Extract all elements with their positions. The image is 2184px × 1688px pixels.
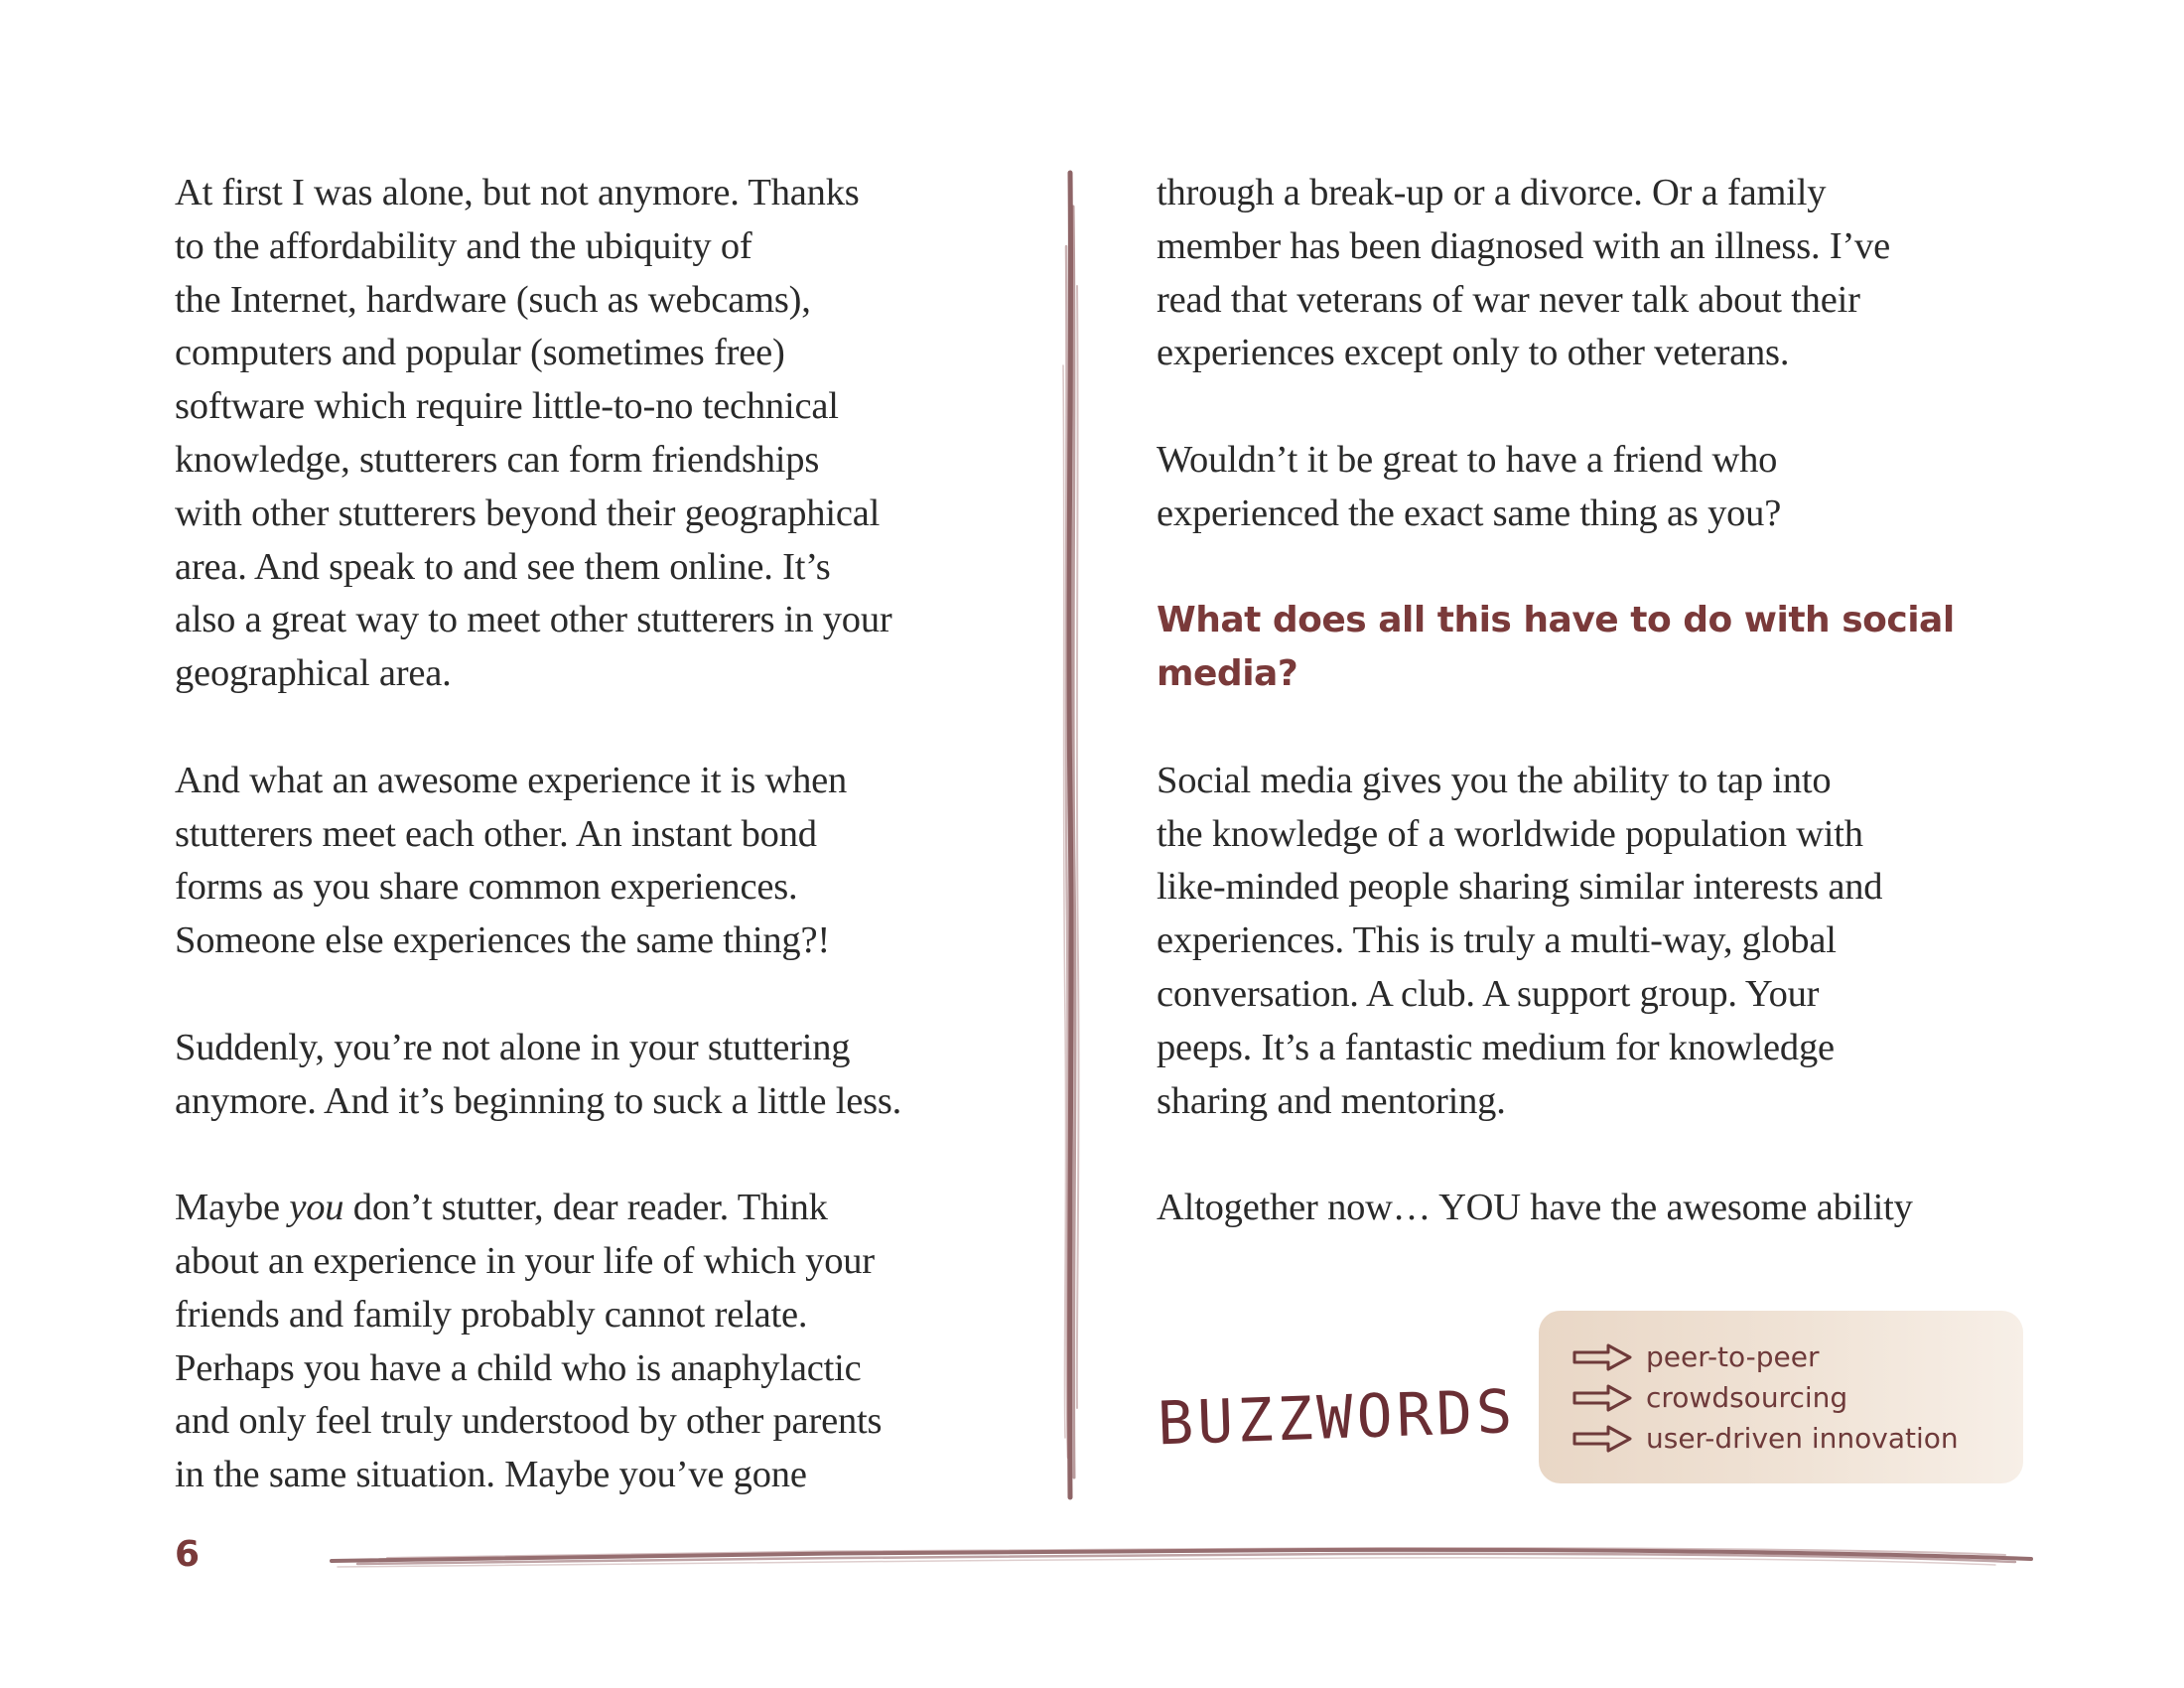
text-line: friends and family probably cannot relate. — [175, 1293, 808, 1336]
text-line: about an experience in your life of which your — [175, 1239, 875, 1282]
text-line: stutterers meet each other. An instant bond — [175, 812, 817, 855]
emphasis-text: you — [289, 1187, 344, 1229]
text-line: read that veterans of war never talk about their — [1157, 278, 1860, 321]
paragraph — [1157, 434, 2030, 541]
text-line: in the same situation. Maybe you’ve gone — [175, 1454, 807, 1496]
heading-line: media? — [1157, 653, 1298, 695]
text-line: computers and popular (sometimes free) — [175, 332, 785, 374]
text-line: peeps. It’s a fantastic medium for knowledge — [1157, 1026, 1835, 1068]
buzzwords-list — [1539, 1311, 2023, 1459]
text-line: with other stutterers beyond their geographical — [175, 492, 881, 534]
buzzword-label: peer-to-peer — [1646, 1340, 1820, 1373]
list-item — [1572, 1418, 2023, 1459]
paragraph — [1157, 755, 2030, 1129]
pencil-divider-horizontal — [328, 1537, 2035, 1577]
heading-line: What does all this have to do with social — [1157, 600, 1955, 641]
paragraph — [175, 1182, 1028, 1502]
text-line: At first I was alone, but not anymore. Thanks — [175, 172, 860, 213]
buzzword-label: crowdsourcing — [1646, 1381, 1848, 1414]
text-line: through a break-up or a divorce. Or a family — [1157, 172, 1827, 213]
section-heading — [1157, 594, 2030, 701]
text-line: the knowledge of a worldwide population with — [1157, 812, 1863, 855]
text-line: like-minded people sharing similar interests and — [1157, 866, 1883, 909]
paragraph — [175, 167, 1028, 701]
text-line — [175, 1182, 1028, 1235]
text-line: experiences. This is truly a multi-way, global — [1157, 919, 1837, 962]
text-line: Perhaps you have a child who is anaphylactic — [175, 1346, 862, 1389]
text-line: Altogether now… YOU have the awesome ability — [1157, 1187, 1913, 1229]
arrow-right-icon — [1572, 1383, 1634, 1413]
text-line: sharing and mentoring. — [1157, 1079, 1506, 1122]
arrow-right-icon — [1572, 1424, 1634, 1454]
paragraph — [175, 755, 1028, 968]
paragraph — [175, 1022, 1028, 1129]
buzzwords-title-text: BUZZWORDS — [1156, 1376, 1518, 1460]
buzzword-label: user-driven innovation — [1646, 1422, 1959, 1455]
left-column — [175, 167, 1028, 1502]
text-line: knowledge, stutterers can form friendships — [175, 438, 820, 481]
text-fragment: don’t stutter, dear reader. Think — [343, 1187, 828, 1229]
text-line: the Internet, hardware (such as webcams), — [175, 278, 811, 321]
text-line: experiences except only to other veterans. — [1157, 332, 1790, 374]
buzzwords-title — [1152, 1358, 1539, 1468]
text-fragment: Maybe — [175, 1187, 290, 1229]
text-line: and only feel truly understood by other parents — [175, 1400, 883, 1443]
list-item — [1572, 1336, 2023, 1377]
text-line: member has been diagnosed with an illness. I’ve — [1157, 224, 1891, 267]
text-line: geographical area. — [175, 652, 452, 695]
pencil-divider-vertical — [1050, 167, 1090, 1507]
text-line: also a great way to meet other stutterers in your — [175, 599, 892, 641]
right-column — [1157, 167, 2030, 1235]
text-line: experienced the exact same thing as you? — [1157, 492, 1782, 534]
arrow-right-icon — [1572, 1342, 1634, 1372]
list-item — [1572, 1377, 2023, 1418]
text-line: software which require little-to-no technical — [175, 385, 839, 428]
text-line: Suddenly, you’re not alone in your stuttering — [175, 1026, 851, 1068]
text-line: area. And speak to and see them online. It’s — [175, 545, 831, 588]
buzzwords-box — [1539, 1311, 2023, 1483]
text-line: forms as you share common experiences. — [175, 866, 798, 909]
paragraph — [1157, 167, 2030, 380]
text-line: to the affordability and the ubiquity of — [175, 224, 752, 267]
page-number: 6 — [175, 1534, 201, 1575]
text-line: Social media gives you the ability to tap into — [1157, 759, 1832, 801]
paragraph — [1157, 1182, 2030, 1235]
text-line: conversation. A club. A support group. Your — [1157, 972, 1820, 1015]
text-line: And what an awesome experience it is when — [175, 759, 848, 801]
text-line: anymore. And it’s beginning to suck a little less. — [175, 1079, 902, 1122]
text-line: Someone else experiences the same thing?! — [175, 919, 830, 962]
text-line: Wouldn’t it be great to have a friend who — [1157, 438, 1778, 481]
